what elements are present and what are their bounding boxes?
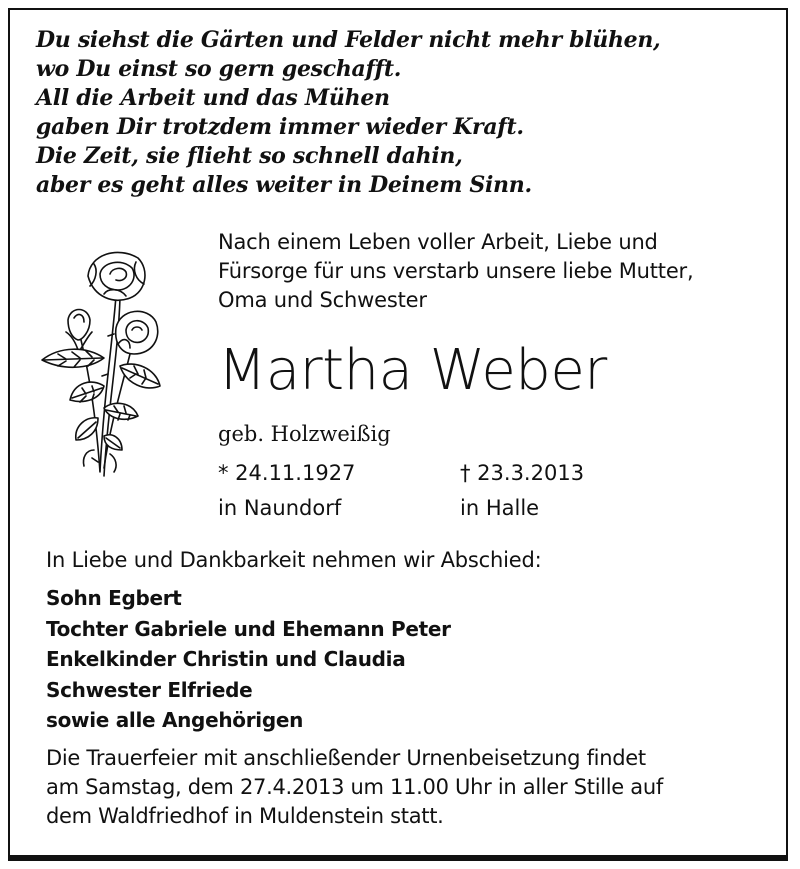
service-line: dem Waldfriedhof in Muldenstein statt. bbox=[46, 804, 444, 828]
poem-line: aber es geht alles weiter in Deinem Sinn. bbox=[36, 172, 532, 198]
maiden-name: geb. Holzweißig bbox=[218, 422, 391, 446]
service-info bbox=[46, 744, 758, 831]
intro-line: Nach einem Leben voller Arbeit, Liebe und bbox=[218, 230, 658, 254]
intro-line: Fürsorge für uns verstarb unsere liebe Mutter, bbox=[218, 259, 694, 283]
intro-line: Oma und Schwester bbox=[218, 288, 427, 312]
birth-date: * 24.11.1927 bbox=[218, 461, 356, 485]
mourners-list bbox=[46, 583, 766, 736]
mourner: Tochter Gabriele und Ehemann Peter bbox=[46, 616, 451, 641]
death-place: in Halle bbox=[460, 496, 540, 520]
poem-line: Du siehst die Gärten und Felder nicht mehr blühen, bbox=[36, 27, 661, 53]
service-line: Die Trauerfeier mit anschließender Urnenbeisetzung findet bbox=[46, 746, 646, 770]
mourner: Schwester Elfriede bbox=[46, 677, 253, 702]
mourner: Sohn Egbert bbox=[46, 586, 182, 610]
mourner: sowie alle Angehörigen bbox=[46, 708, 304, 732]
death-date: † 23.3.2013 bbox=[460, 461, 585, 485]
death-info bbox=[460, 456, 584, 526]
service-line: am Samstag, dem 27.4.2013 um 11.00 Uhr in aller Stille auf bbox=[46, 775, 663, 799]
birth-place: in Naundorf bbox=[218, 496, 342, 520]
poem bbox=[36, 26, 756, 200]
birth-info bbox=[218, 456, 355, 526]
farewell-text: In Liebe und Dankbarkeit nehmen wir Abschied: bbox=[46, 548, 542, 572]
mourner: Enkelkinder Christin und Claudia bbox=[46, 647, 406, 671]
poem-line: gaben Dir trotzdem immer wieder Kraft. bbox=[36, 114, 524, 140]
rose-icon bbox=[38, 236, 168, 506]
intro-text bbox=[218, 228, 758, 315]
poem-line: wo Du einst so gern geschafft. bbox=[36, 56, 402, 82]
poem-line: Die Zeit, sie flieht so schnell dahin, bbox=[36, 143, 463, 169]
poem-line: All die Arbeit und das Mühen bbox=[36, 85, 390, 111]
deceased-name: Martha Weber bbox=[218, 338, 607, 403]
